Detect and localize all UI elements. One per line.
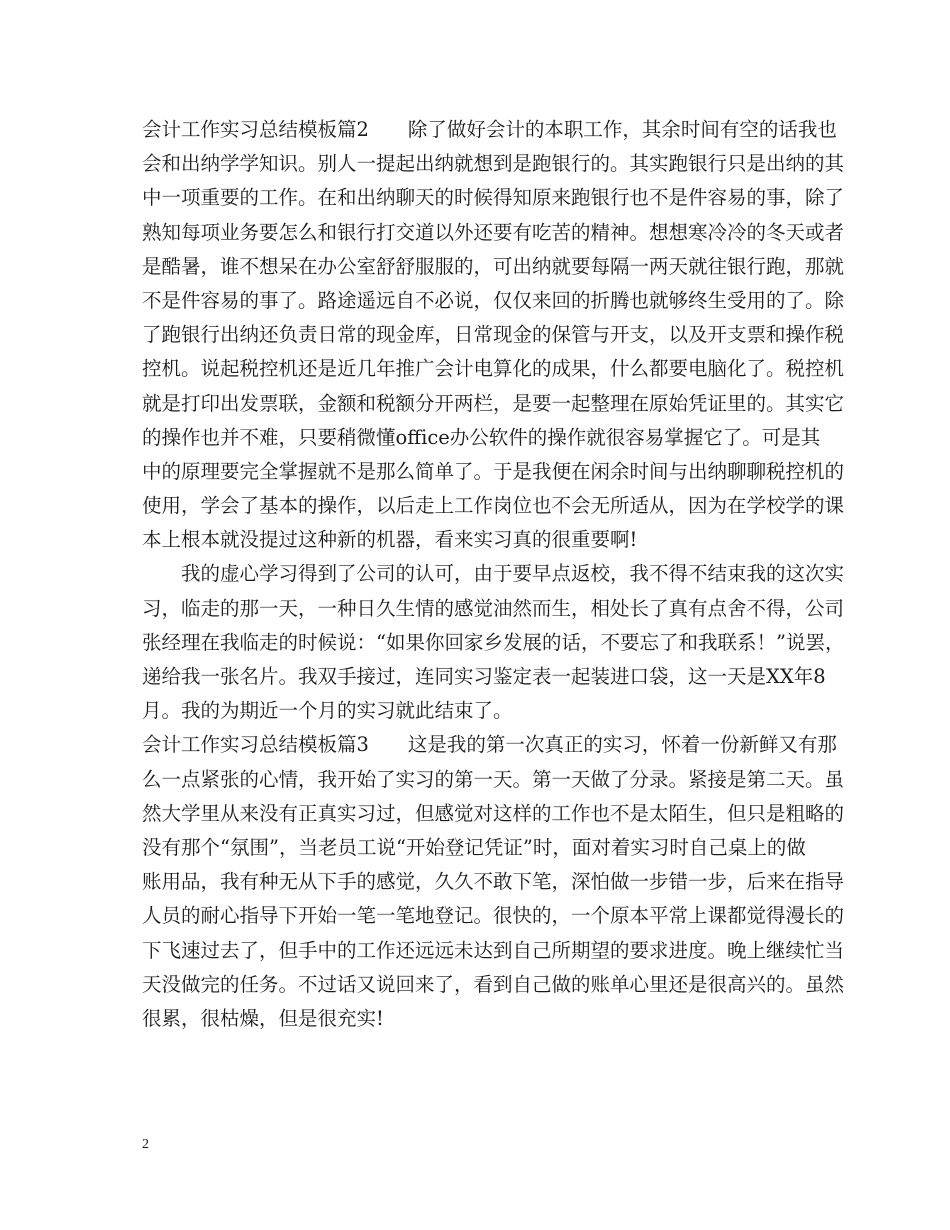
text-line: 就是打印出发票联，金额和税额分开两栏，是要一起整理在原始凭证里的。其实它: [142, 391, 845, 415]
text-line: 账用品，我有种无从下手的感觉，久久不敢下笔，深怕做一步错一步，后来在指导: [142, 870, 845, 894]
body-text: [142, 113, 845, 1036]
text-line: 么一点紧张的心情，我开始了实习的第一天。第一天做了分录。紧接是第二天。虽: [142, 767, 845, 791]
text-line: 控机。说起税控机还是近几年推广会计电算化的成果，什么都要电脑化了。税控机: [142, 357, 845, 381]
text-line: 没有那个“氛围”，当老员工说“开始登记凭证”时，面对着实习时自己桌上的做: [142, 835, 806, 859]
text-line: 中一项重要的工作。在和出纳聊天的时候得知原来跑银行也不是件容易的事，除了: [142, 186, 845, 210]
text-line: 中的原理要完全掌握就不是那么简单了。于是我便在闲余时间与出纳聊聊税控机的: [142, 459, 845, 483]
text-line: 下飞速过去了，但手中的工作还远远未达到自己所期望的要求进度。晚上继续忙当: [142, 938, 845, 962]
text-line: 会和出纳学学知识。别人一提起出纳就想到是跑银行的。其实跑银行只是出纳的其: [142, 152, 845, 176]
text-line: 了跑银行出纳还负责日常的现金库，日常现金的保管与开支，以及开支票和操作税: [142, 323, 845, 347]
text-line: 本上根本就没提过这种新的机器，看来实习真的很重要啊!: [142, 528, 638, 552]
text-line: 然大学里从来没有正真实习过，但感觉对这样的工作也不是太陌生，但只是粗略的: [142, 801, 845, 825]
text-line: 会计工作实习总结模板篇2 除了做好会计的本职工作，其余时间有空的话我也: [142, 118, 837, 141]
text-line: 不是件容易的事了。路途遥远自不必说，仅仅来回的折腾也就够终生受用的了。除: [142, 288, 845, 312]
text-line: 人员的耐心指导下开始一笔一笔地登记。很快的，一个原本平常上课都觉得漫长的: [142, 904, 845, 928]
text-line: 熟知每项业务要怎么和银行打交道以外还要有吃苦的精神。想想寒冷冷的冬天或者: [142, 220, 845, 244]
page-number: 2: [142, 1137, 149, 1152]
text-line: 我的虚心学习得到了公司的认可，由于要早点返校，我不得不结束我的这次实: [142, 562, 845, 586]
text-line: 是酷暑，谁不想呆在办公室舒舒服服的，可出纳就要每隔一两天就往银行跑，那就: [142, 254, 845, 278]
text-line: 递给我一张名片。我双手接过，连同实习鉴定表一起装进口袋，这一天是XX年8: [142, 665, 826, 688]
text-line: 天没做完的任务。不过话又说回来了，看到自己做的账单心里还是很高兴的。虽然: [142, 972, 845, 996]
text-line: 的操作也并不难，只要稍微懂office办公软件的操作就很容易掌握它了。可是其: [142, 425, 821, 449]
text-line: 月。我的为期近一个月的实习就此结束了。: [142, 699, 513, 723]
text-line: 会计工作实习总结模板篇3 这是我的第一次真正的实习，怀着一份新鲜又有那: [142, 733, 837, 757]
text-line: 张经理在我临走的时候说：“如果你回家乡发展的话，不要忘了和我联系！”说罢，: [142, 630, 845, 654]
text-line: 习，临走的那一天，一种日久生情的感觉油然而生，相处长了真有点舍不得，公司: [142, 596, 845, 620]
text-line: 使用，学会了基本的操作，以后走上工作岗位也不会无所适从，因为在学校学的课: [142, 494, 845, 518]
text-line: 很累，很枯燥，但是很充实!: [142, 1006, 384, 1030]
